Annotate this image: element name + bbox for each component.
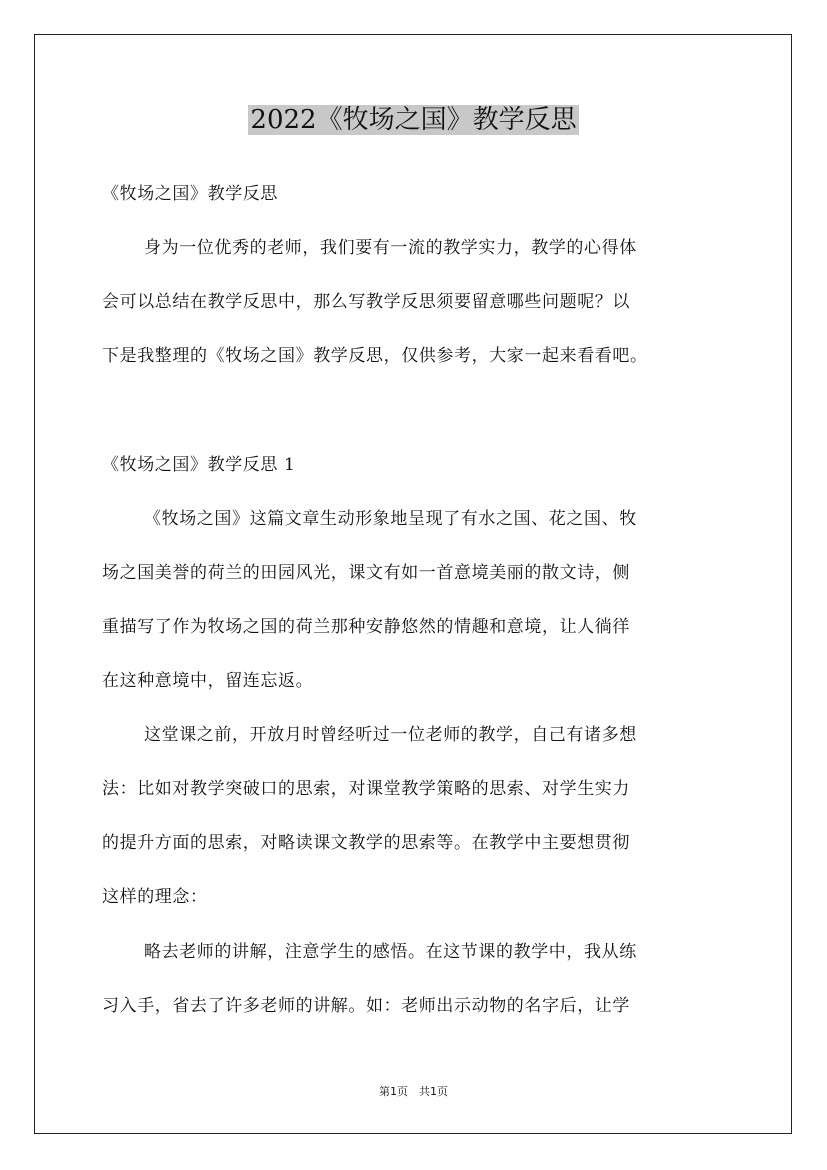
document-title bbox=[0, 100, 827, 140]
paragraph-line: 法：比如对教学突破口的思索，对课堂教学策略的思索、对学生实力 bbox=[102, 779, 630, 799]
paragraph-line: 这样的理念： bbox=[102, 887, 208, 907]
paragraph-line: 在这种意境中，留连忘返。 bbox=[102, 671, 314, 691]
paragraph-line: 场之国美誉的荷兰的田园风光，课文有如一首意境美丽的散文诗，侧 bbox=[102, 563, 630, 583]
section-heading: 《牧场之国》教学反思 1 bbox=[102, 455, 296, 475]
intro-line: 下是我整理的《牧场之国》教学反思，仅供参考，大家一起来看看吧。 bbox=[102, 346, 648, 366]
intro-line: 身为一位优秀的老师，我们要有一流的教学实力，教学的心得体 bbox=[144, 238, 637, 258]
paragraph-line: 的提升方面的思索，对略读课文教学的思索等。在教学中主要想贯彻 bbox=[102, 833, 630, 853]
paragraph-line: 重描写了作为牧场之国的荷兰那种安静悠然的情趣和意境，让人徜徉 bbox=[102, 617, 630, 637]
intro-line: 会可以总结在教学反思中，那么写教学反思须要留意哪些问题呢？以 bbox=[102, 292, 630, 312]
paragraph-line: 略去老师的讲解，注意学生的感悟。在这节课的教学中，我从练 bbox=[144, 942, 637, 962]
paragraph-line: 《牧场之国》这篇文章生动形象地呈现了有水之国、花之国、牧 bbox=[144, 509, 637, 529]
subtitle: 《牧场之国》教学反思 bbox=[102, 184, 278, 204]
page-footer: 第1页 共1页 bbox=[379, 1085, 448, 1098]
paragraph-line: 习入手，省去了许多老师的讲解。如：老师出示动物的名字后，让学 bbox=[102, 996, 630, 1016]
document-title-text: 2022《牧场之国》教学反思 bbox=[250, 105, 577, 135]
paragraph-line: 这堂课之前，开放月时曾经听过一位老师的教学，自己有诸多想 bbox=[144, 725, 637, 745]
